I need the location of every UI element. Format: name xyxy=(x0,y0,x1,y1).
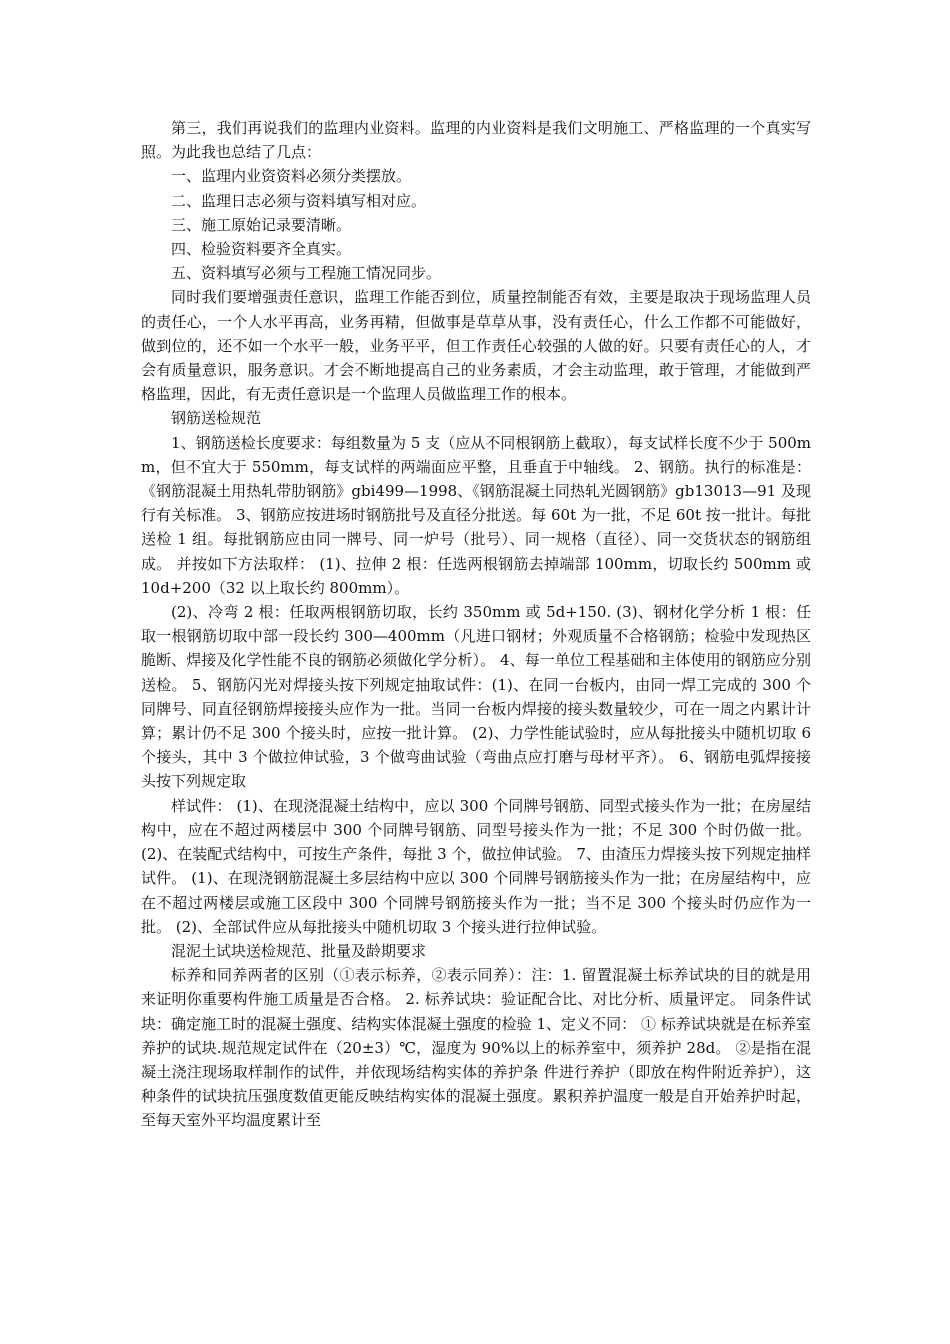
paragraph-rebar-1: 1、钢筋送检长度要求：每组数量为 5 支（应从不同根钢筋上截取），每支试样长度不少于 500mm，但不宜大于 550mm，每支试样的两端面应平整，且垂直于中轴线。 2、钢筋。执行的标准是：《钢筋混凝土用热轧带肋钢筋》gbi499—1998、《钢筋混凝土同热轧光圆钢筋》gb13013—91 及现行有关标准。 3、钢筋应按进场时钢筋批号及直径分批送。每 60t 为一批，不足 60t 按一批计。每批送检 1 组。每批钢筋应由同一牌号、同一炉号（批号）、同一规格（直径）、同一交货状态的钢筋组成。 并按如下方法取样： (1)、拉伸 2 根：任选两根钢筋去掉端部 100mm，切取长约 500mm 或 10d+200（32 以上取长约 800mm）。 xyxy=(141,433,816,597)
section-heading-rebar: 钢筋送检规范 xyxy=(171,409,262,428)
paragraph-responsibility: 同时我们要增强责任意识，监理工作能否到位，质量控制能否有效，主要是取决于现场监理人员的责任心，一个人水平再高，业务再精，但做事是草草从事，没有责任心，什么工作都不可能做好，做到位的，还不如一个水平一般，业务平平，但工作责任心较强的人做的好。只要有责任心的人，才会有质量意识，服务意识。才会不断地提高自己的业务素质，才会主动监理，敢于管理，才能做到严格监理，因此，有无责任意识是一个监理人员做监理工作的根本。 xyxy=(141,288,811,404)
paragraph-point-3: 三、施工原始记录要清晰。 xyxy=(171,215,352,234)
paragraph-rebar-3: 样试件： (1)、在现浇混凝土结构中，应以 300 个同牌号钢筋、同型式接头作为一批；在房屋结构中，应在不超过两楼层中 300 个同牌号钢筋、同型号接头作为一批；不足 300 个时仍做一批。 (2)、在装配式结构中，可按生产条件，每批 3 个，做拉伸试验。 7、由渣压力焊接头按下列规定抽样试件。 (1)、在现浇钢筋混凝土多层结构中应以 300 个同牌号钢筋接头作为一批；在房屋结构中，应在不超过两楼层或施工区段中 300 个同牌号钢筋接头作为一批；当不足 300 个接头时仍应作为一批。 (2)、全部试件应从每批接头中随机切取 3 个接头进行拉伸试验。 xyxy=(141,796,816,936)
paragraph-concrete: 标养和同养两者的区别（①表示标养，②表示同养）：注：1. 留置混凝土标养试块的目的就是用来证明你重要构件施工质量是否合格。 2. 标养试块：验证配合比、对比分析、质量评定。 同条件试块：确定施工时的混凝土强度、结构实体混凝土强度的检验 1、定义不同： ① 标养试块就是在标养室养护的试块.规范规定试件在（20±3）℃，湿度为 90%以上的标养室中，须养护 28d。 ②是指在混凝土浇注现场取样制作的试件，并依现场结构实体的养护条 件进行养护（即放在构件附近养护），这种条件的试块抗压强度数值更能反映结构实体的混凝土强度。累积养护温度一般是自开始养护时起，至每天室外平均温度累计至 xyxy=(141,966,811,1130)
paragraph-rebar-2: (2)、冷弯 2 根：任取两根钢筋切取，长约 350mm 或 5d+150. (3)、钢材化学分析 1 根：任取一根钢筋切取中部一段长约 300—400mm（凡进口钢材；外观质量不合格钢筋；检验中发现热区脆断、焊接及化学性能不良的钢筋必须做化学分析）。 4、每一单位工程基础和主体使用的钢筋应分别送检。 5、钢筋闪光对焊接头按下列规定抽取试件：(1)、在同一台板内，由同一焊工完成的 300 个同牌号、同直径钢筋焊接接头应作为一批。当同一台板内焊接的接头数量较少，可在一周之内累计计算；累计仍不足 300 个接头时，应按一批计算。 (2)、力学性能试验时，应从每批接头中随机切取 6 个接头，其中 3 个做拉伸试验，3 个做弯曲试验（弯曲点应打磨与母材平齐）。 6、钢筋电弧焊接接头按下列规定取 xyxy=(141,603,816,791)
document-page xyxy=(141,116,816,1133)
paragraph-point-4: 四、检验资料要齐全真实。 xyxy=(171,240,352,259)
paragraph-point-5: 五、资料填写必须与工程施工情况同步。 xyxy=(171,264,442,283)
section-heading-concrete: 混泥土试块送检规范、批量及龄期要求 xyxy=(171,941,427,960)
paragraph-point-2: 二、监理日志必须与资料填写相对应。 xyxy=(171,191,427,210)
paragraph-point-1: 一、监理内业资资料必须分类摆放。 xyxy=(171,167,412,186)
paragraph-intro: 第三，我们再说我们的监理内业资料。监理的内业资料是我们文明施工、严格监理的一个真实写照。为此我也总结了几点： xyxy=(141,119,811,162)
